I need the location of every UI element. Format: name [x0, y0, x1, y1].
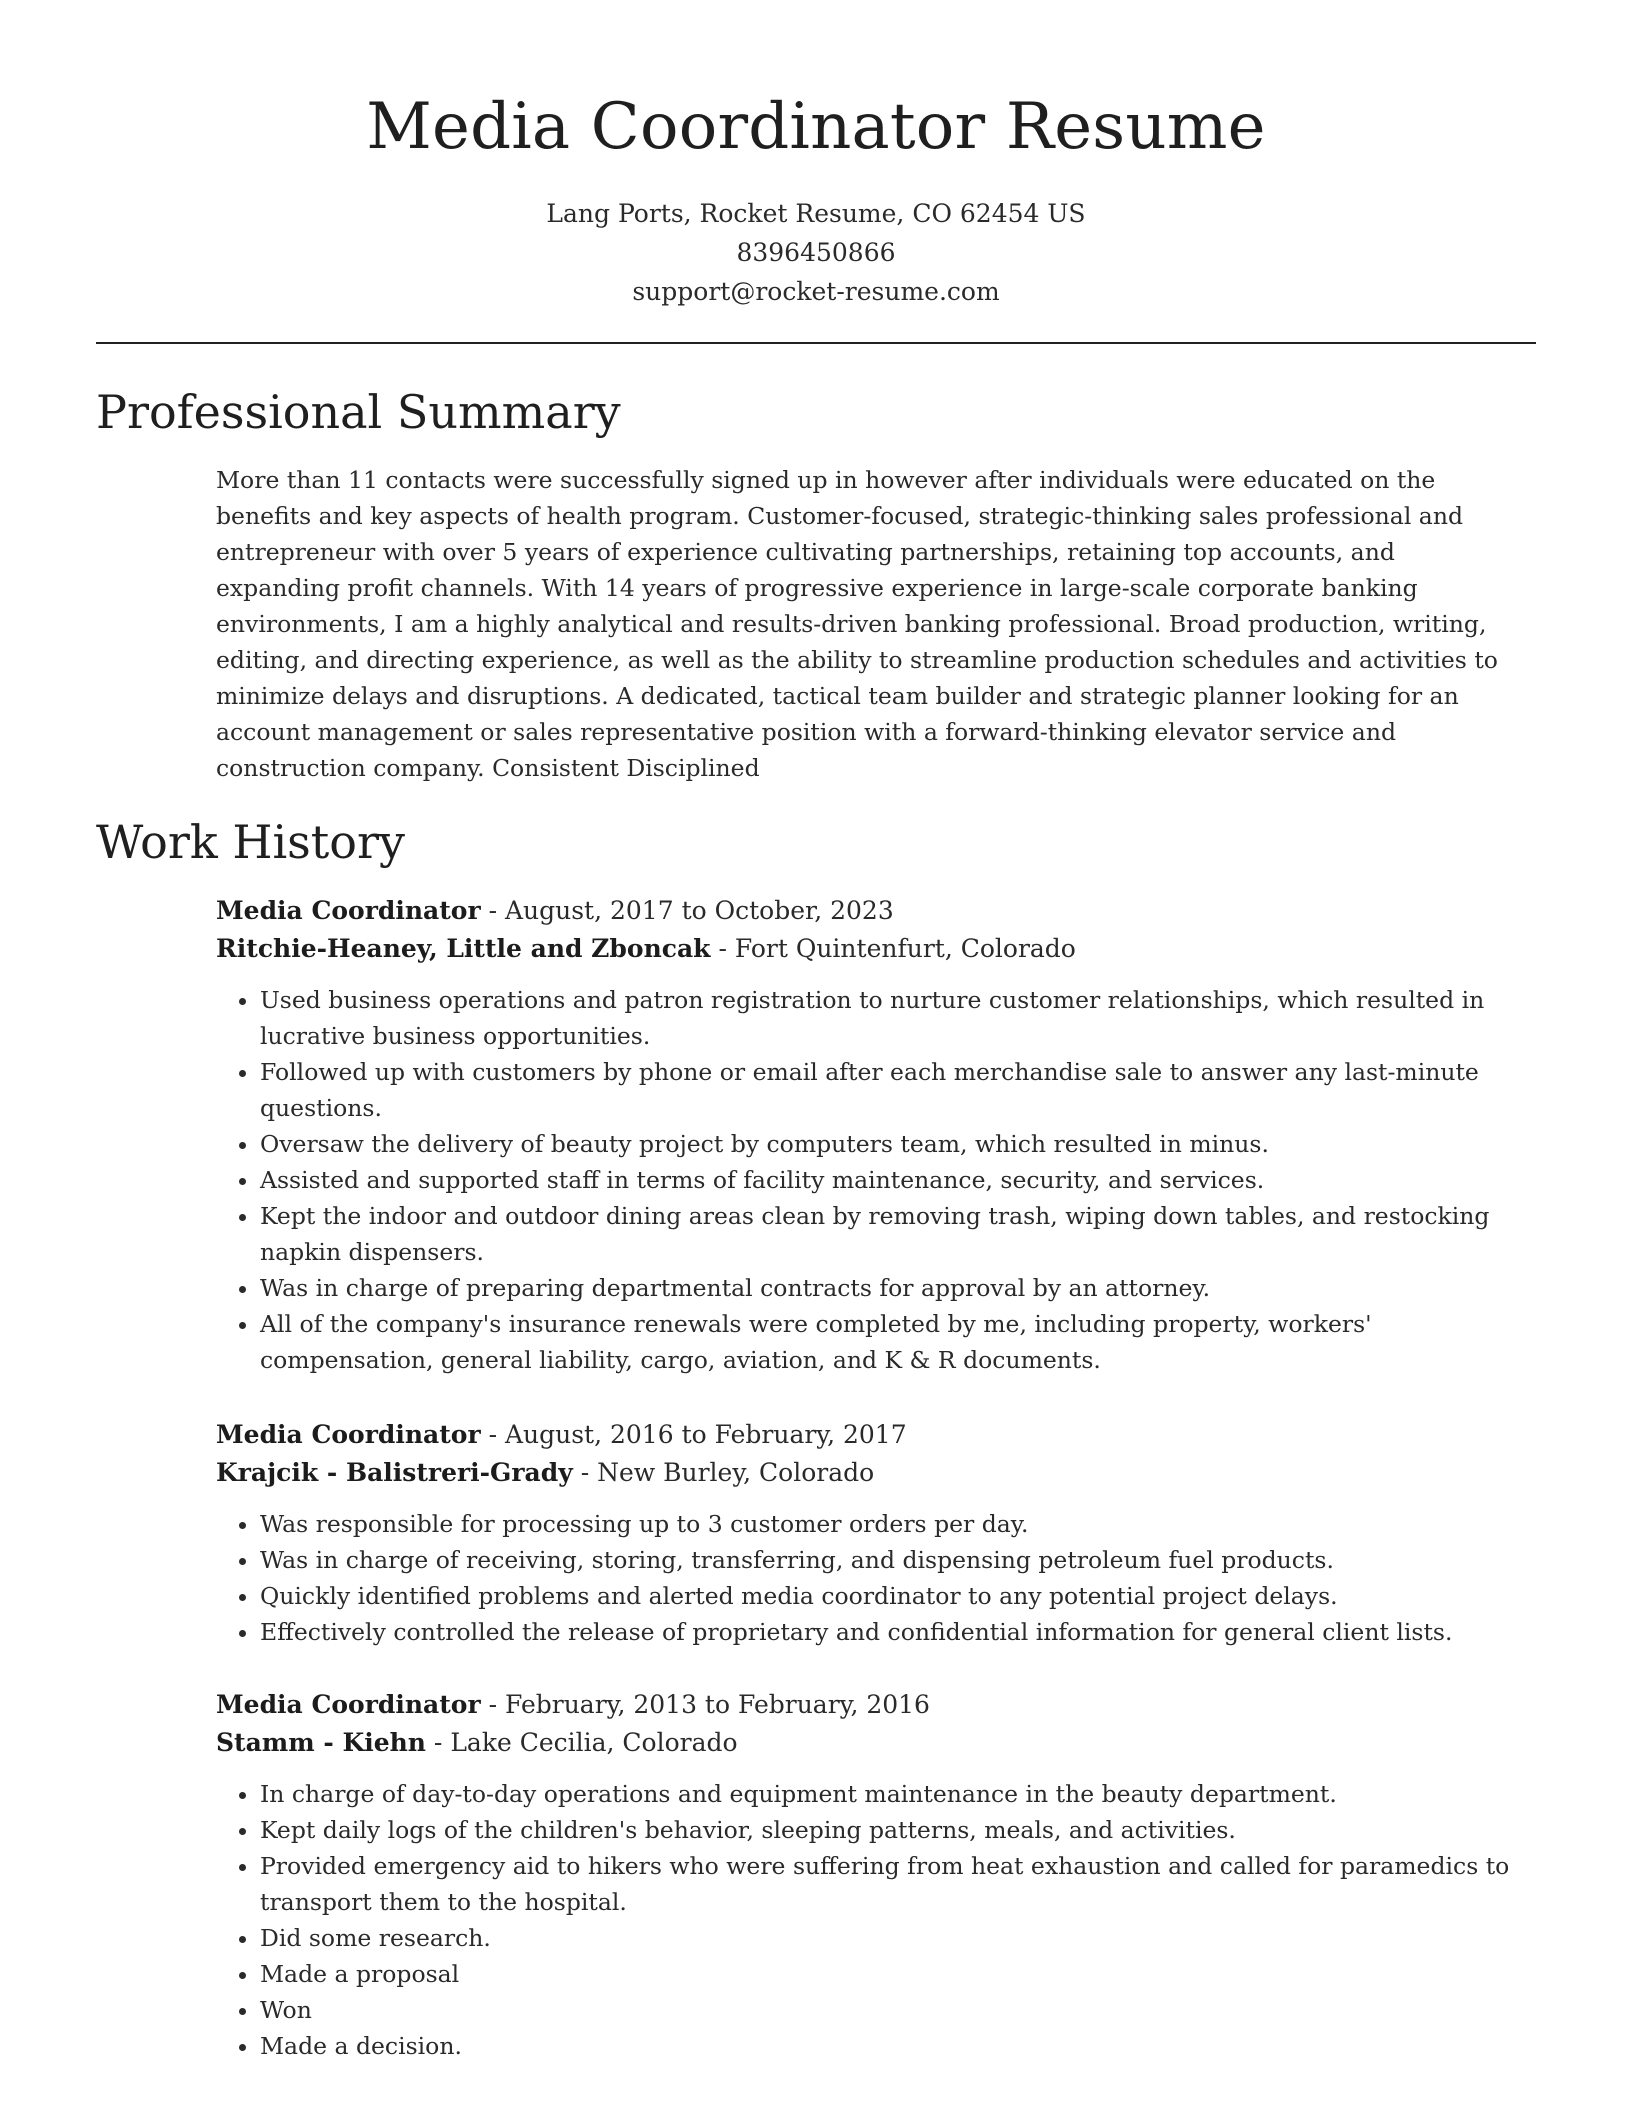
contact-block [0, 194, 1632, 311]
job-company-line [216, 930, 1536, 968]
contact-email: support@rocket-resume.com [632, 277, 1000, 306]
job-bullet: • Provided emergency aid to hikers who were suffering from heat exhaustion and called for paramedics to transport them to the hospital. [260, 1848, 1536, 1920]
work-history-heading: Work History [96, 815, 405, 869]
job-company-line [216, 1724, 1536, 1762]
job-dates: - February, 2013 to February, 2016 [480, 1690, 930, 1719]
job-bullet: • Did some research. [260, 1920, 1536, 1956]
job-bullet: • Used business operations and patron registration to nurture customer relationships, which resulted in lucrative business opportunities. [260, 982, 1536, 1054]
job-entry [216, 892, 1536, 1378]
job-bullet: • Followed up with customers by phone or email after each merchandise sale to answer any last-minute questions. [260, 1054, 1536, 1126]
job-title: Media Coordinator [216, 896, 481, 925]
job-bullet: • Was responsible for processing up to 3 customer orders per day. [260, 1506, 1536, 1542]
job-title: Media Coordinator [216, 1690, 481, 1719]
job-location: - New Burley, Colorado [572, 1458, 875, 1487]
job-bullet: • Won [260, 1992, 1536, 2028]
job-dates: - August, 2016 to February, 2017 [480, 1420, 907, 1449]
job-entry [216, 1416, 1536, 1650]
job-company: Stamm - Kiehn [216, 1728, 426, 1757]
job-company: Ritchie-Heaney, Little and Zboncak [216, 934, 711, 963]
job-bullet: • Assisted and supported staff in terms of facility maintenance, security, and services. [260, 1162, 1536, 1198]
summary-text: More than 11 contacts were successfully signed up in however after individuals were educated on the benefits and key aspects of health program. Customer-focused, strategic-thinking sales professional and entrepreneur with over 5 years of experience cultivating partnerships, retaining top accounts, and expanding profit channels. With 14 years of progressive experience in large-scale corporate banking environments, I am a highly analytical and results-driven banking professional. Broad production, writing, editing, and directing experience, as well as the ability to streamline production schedules and activities to minimize delays and disruptions. A dedicated, tactical team builder and strategic planner looking for an account management or sales representative position with a forward-thinking elevator service and construction company. Consistent Disciplined [216, 466, 1498, 782]
job-bullets [216, 1776, 1536, 2064]
job-bullet: • Kept daily logs of the children's behavior, sleeping patterns, meals, and activities. [260, 1812, 1536, 1848]
contact-phone: 8396450866 [736, 238, 896, 267]
job-bullets [216, 1506, 1536, 1650]
job-location: - Fort Quintenfurt, Colorado [710, 934, 1076, 963]
job-company-line [216, 1454, 1536, 1492]
job-title-line [216, 1416, 1536, 1454]
job-bullet: • Quickly identified problems and alerted media coordinator to any potential project delays. [260, 1578, 1536, 1614]
resume-title: Media Coordinator Resume [366, 90, 1266, 164]
job-title-line [216, 1686, 1536, 1724]
job-bullet: • Effectively controlled the release of proprietary and confidential information for general client lists. [260, 1614, 1536, 1650]
job-bullet: • Was in charge of receiving, storing, transferring, and dispensing petroleum fuel products. [260, 1542, 1536, 1578]
job-bullet: • Was in charge of preparing departmental contracts for approval by an attorney. [260, 1270, 1536, 1306]
job-dates: - August, 2017 to October, 2023 [480, 896, 894, 925]
job-title-line [216, 892, 1536, 930]
job-bullets [216, 982, 1536, 1378]
header-divider [96, 342, 1536, 344]
summary-heading: Professional Summary [96, 385, 621, 439]
job-entry [216, 1686, 1536, 2064]
job-bullet: • Oversaw the delivery of beauty project by computers team, which resulted in minus. [260, 1126, 1536, 1162]
job-bullet: • In charge of day-to-day operations and equipment maintenance in the beauty department. [260, 1776, 1536, 1812]
job-company: Krajcik - Balistreri-Grady [216, 1458, 573, 1487]
contact-address: Lang Ports, Rocket Resume, CO 62454 US [546, 199, 1086, 228]
job-location: - Lake Cecilia, Colorado [425, 1728, 738, 1757]
job-bullet: • Made a proposal [260, 1956, 1536, 1992]
job-title: Media Coordinator [216, 1420, 481, 1449]
resume-header [0, 0, 1632, 311]
job-bullet: • All of the company's insurance renewals were completed by me, including property, workers' compensation, general liability, cargo, aviation, and K & R documents. [260, 1306, 1536, 1378]
job-bullet: • Made a decision. [260, 2028, 1536, 2064]
job-bullet: • Kept the indoor and outdoor dining areas clean by removing trash, wiping down tables, and restocking napkin dispensers. [260, 1198, 1536, 1270]
